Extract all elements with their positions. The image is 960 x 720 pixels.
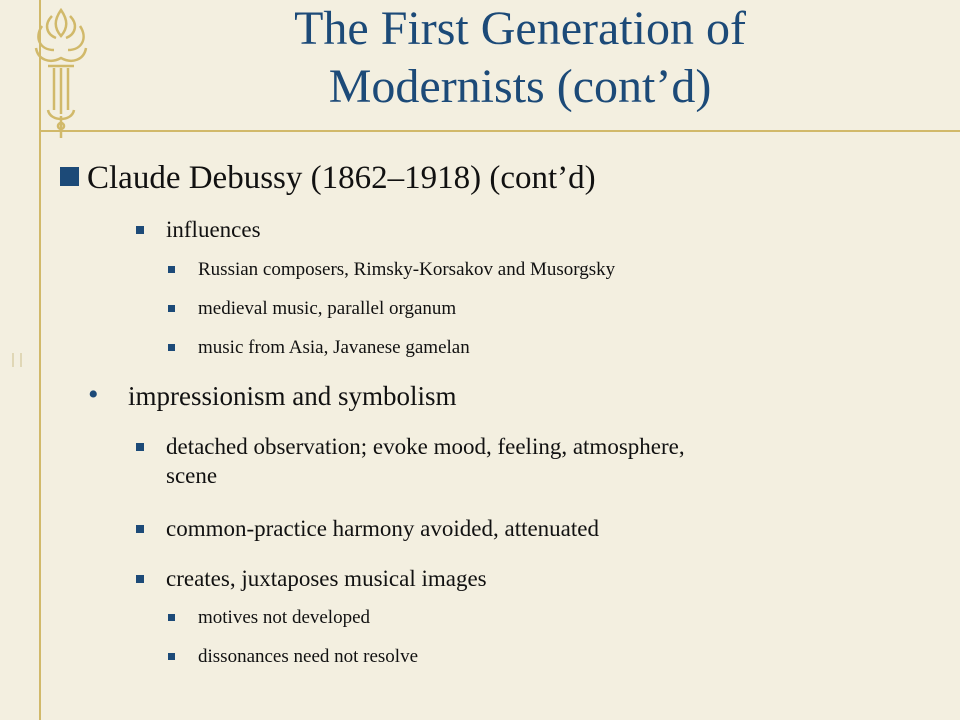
square-bullet-icon [168, 266, 175, 273]
impressionism-item-harmony: common-practice harmony avoided, attenuated [166, 516, 599, 541]
influence-item-asia: music from Asia, Javanese gamelan [198, 337, 470, 358]
round-bullet-icon: • [88, 378, 99, 411]
heading-text: Claude Debussy (1862–1918) (cont’d) [87, 160, 596, 196]
debussy-heading [60, 158, 596, 198]
slide-title [120, 0, 920, 116]
square-bullet-icon [168, 344, 175, 351]
square-bullet-icon [136, 575, 144, 583]
title-line-2: Modernists (cont’d) [328, 60, 712, 113]
square-bullet-icon [168, 614, 175, 621]
influences-label: influences [166, 217, 261, 242]
influence-item-medieval: medieval music, parallel organum [198, 298, 457, 319]
square-bullet-icon [136, 525, 144, 533]
square-bullet-icon [60, 167, 79, 186]
title-line-1: The First Generation of [294, 2, 746, 55]
impressionism-item-images: creates, juxtaposes musical images [166, 566, 487, 591]
images-sub-dissonances: dissonances need not resolve [198, 646, 419, 667]
title-rule [39, 130, 960, 132]
ornament-icon [30, 6, 92, 142]
observation-line-1: detached observation; evoke mood, feeling, atmosphere, [166, 434, 685, 459]
square-bullet-icon [136, 226, 144, 234]
impressionism-item-observation [166, 432, 685, 490]
square-bullet-icon [168, 305, 175, 312]
observation-line-2: scene [166, 463, 218, 488]
square-bullet-icon [136, 443, 144, 451]
square-bullet-icon [168, 653, 175, 660]
influence-item-russian: Russian composers, Rimsky-Korsakov and Musorgsky [198, 259, 616, 280]
divider-marks-icon [7, 352, 27, 368]
images-sub-motives: motives not developed [198, 607, 371, 628]
impressionism-label: impressionism and symbolism [128, 381, 457, 411]
